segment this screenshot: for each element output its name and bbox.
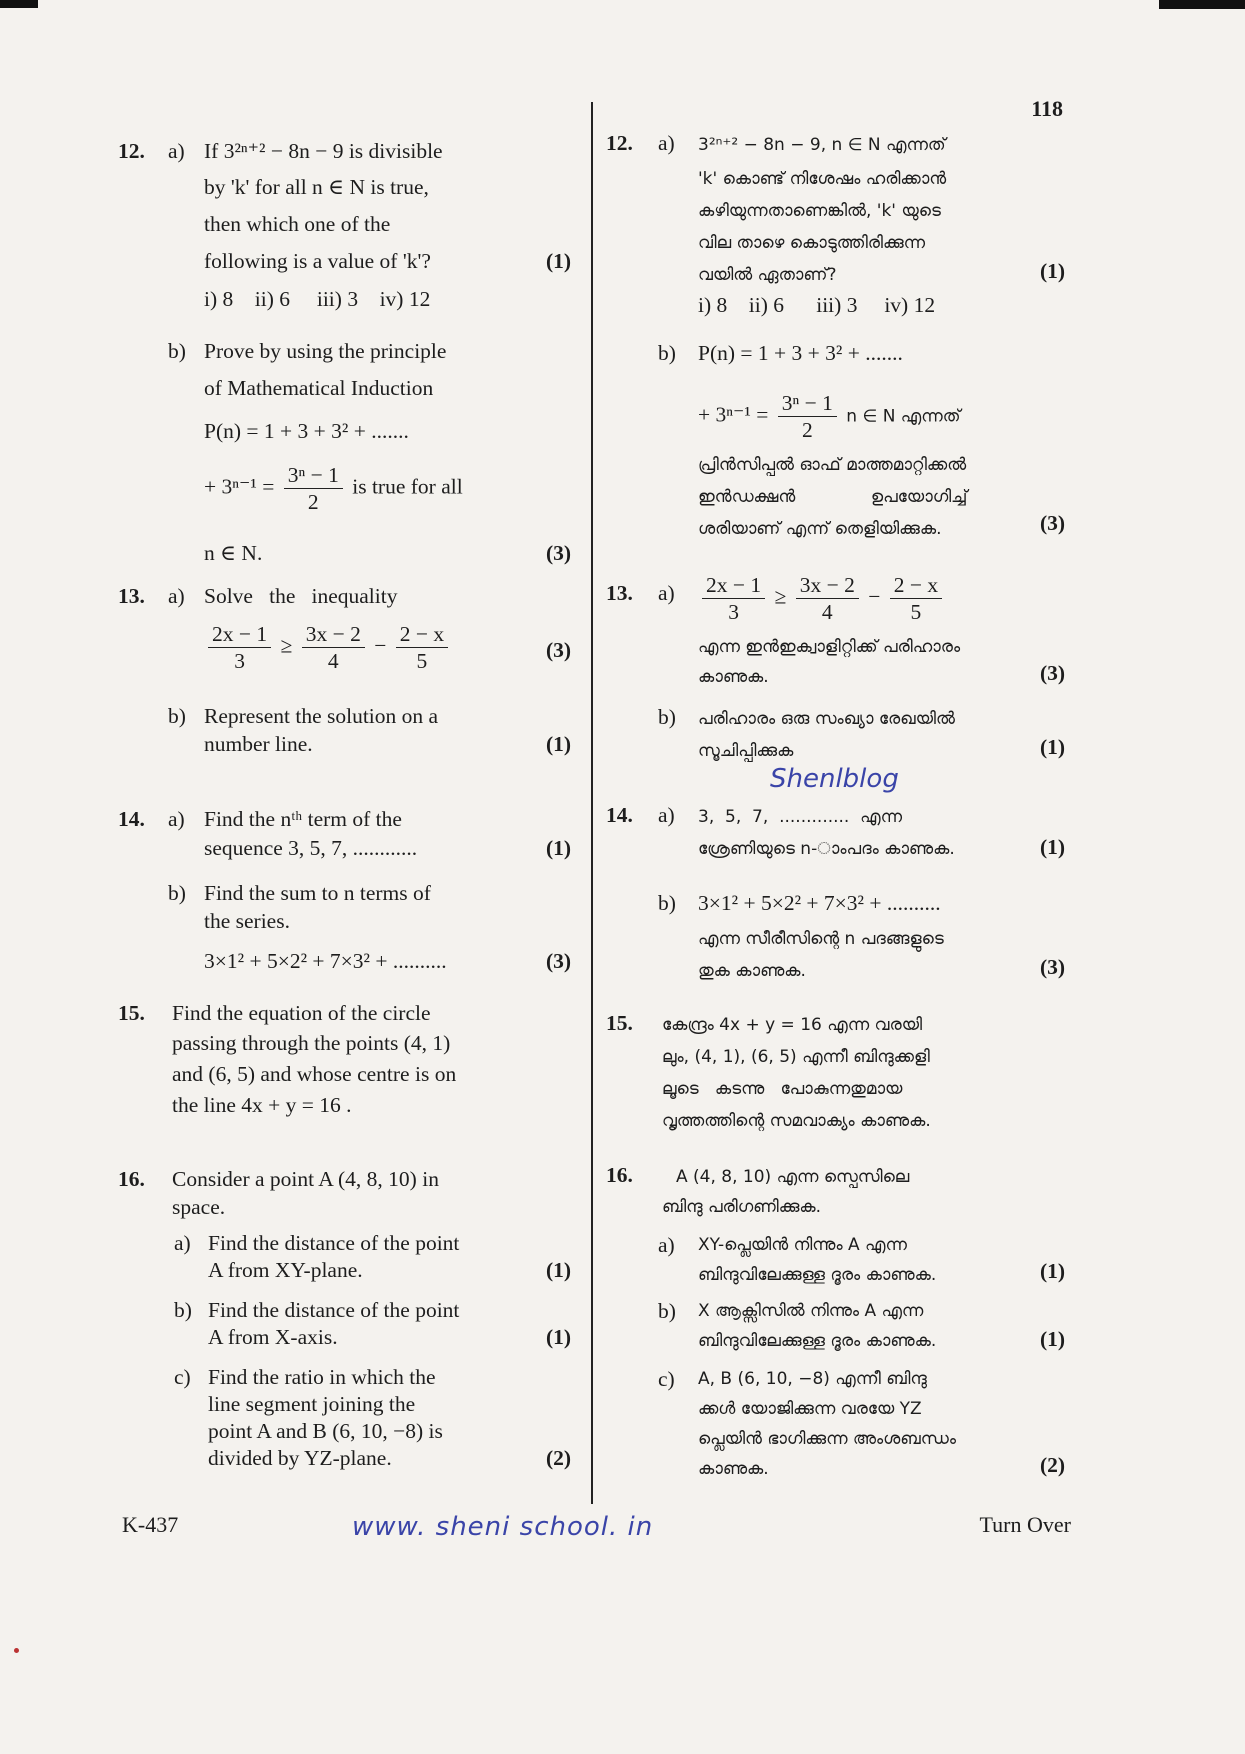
text-line: തുക കാണുക.	[698, 961, 806, 981]
numerator: 2x − 1	[702, 572, 765, 599]
part-label: a)	[658, 803, 675, 827]
part-label: b)	[168, 704, 186, 728]
text-line: A, B (6, 10, −8) എന്നീ ബിന്ദു	[698, 1369, 927, 1389]
numerator: 2 − x	[890, 572, 942, 599]
question-number: 13.	[606, 581, 633, 605]
text-line: ക്കൾ യോജിക്കുന്ന വരയേ YZ	[698, 1399, 922, 1419]
part-label: b)	[168, 339, 186, 363]
question-number: 13.	[118, 584, 145, 608]
text-line: Find the ratio in which the	[208, 1365, 436, 1389]
denominator: 3	[728, 600, 739, 624]
fraction	[890, 572, 942, 625]
text-line: A from XY-plane.	[208, 1258, 363, 1282]
numerator: 3ⁿ − 1	[778, 390, 837, 417]
formula-text: n ∈ N എന്നത്	[846, 406, 961, 427]
formula-text: is true for all	[352, 474, 463, 499]
part-label: a)	[168, 139, 185, 163]
text-line: ശരിയാണ് എന്ന് തെളിയിക്കുക.	[698, 519, 942, 539]
fraction	[778, 390, 837, 443]
turn-over-label: Turn Over	[979, 1512, 1071, 1537]
formula-text: + 3ⁿ⁻¹ =	[698, 402, 769, 427]
scan-edge-left	[0, 0, 38, 8]
marks: (2)	[546, 1446, 572, 1470]
text-line: and (6, 5) and whose centre is on	[172, 1062, 457, 1086]
text-line: Find the sum to n terms of	[204, 881, 431, 905]
text-line: വൃത്തത്തിന്റെ സമവാക്യം കാണുക.	[662, 1111, 931, 1131]
text-line: then which one of the	[204, 212, 391, 236]
text-line: Solve the inequality	[204, 584, 398, 608]
marks: (1)	[546, 836, 572, 860]
inequality	[204, 621, 452, 674]
text-line: n ∈ N.	[204, 541, 263, 565]
handwritten-url-note: www. sheni school. in	[352, 1512, 654, 1542]
text-line: സൂചിപ്പിക്കുക	[698, 741, 794, 761]
text-line: ബിന്ദുവിലേക്കുള്ള ദൂരം കാണുക.	[698, 1331, 937, 1351]
formula-line: 3×1² + 5×2² + 7×3² + ..........	[698, 891, 941, 915]
text-line: Consider a point A (4, 8, 10) in	[172, 1167, 439, 1191]
text-line: കേന്ദ്രം 4x + y = 16 എന്ന വരയി	[662, 1015, 923, 1035]
handwritten-blog-note: Shenlblog	[770, 764, 899, 794]
denominator: 3	[234, 649, 245, 673]
numerator: 3x − 2	[302, 621, 365, 648]
part-label: b)	[658, 1299, 676, 1323]
marks: (3)	[1040, 955, 1066, 979]
denominator: 2	[801, 418, 813, 442]
text-line: പ്ലെയിൻ ഭാഗിക്കുന്ന അംശബന്ധം	[698, 1429, 956, 1449]
text-line: point A and B (6, 10, −8) is	[208, 1419, 443, 1443]
denominator: 4	[327, 649, 339, 673]
question-number: 15.	[606, 1011, 633, 1035]
text-line: ലും, (4, 1), (6, 5) എന്നീ ബിന്ദുക്കളി	[662, 1047, 930, 1067]
text-line: by 'k' for all n ∈ N is true,	[204, 175, 429, 199]
text-line: ബിന്ദു പരിഗണിക്കുക.	[662, 1197, 822, 1217]
fraction	[284, 462, 343, 515]
text-line: പരിഹാരം ഒരു സംഖ്യാ രേഖയിൽ	[698, 709, 955, 729]
marks: (3)	[546, 638, 572, 662]
text-line: X ആക്സിസിൽ നിന്നും A എന്ന	[698, 1301, 924, 1321]
text-line: പ്രിൻസിപ്പൽ ഓഫ് മാത്തമാറ്റിക്കൽ	[698, 455, 967, 475]
marks: (1)	[1040, 735, 1066, 759]
denominator: 2	[307, 490, 319, 514]
numerator: 2 − x	[396, 621, 448, 648]
text-line: A from X-axis.	[208, 1325, 338, 1349]
text-line: Prove by using the principle	[204, 339, 447, 363]
part-label: b)	[174, 1298, 192, 1322]
text-line: sequence 3, 5, 7, ............	[204, 836, 418, 860]
paper-code: K-437	[122, 1512, 179, 1537]
denominator: 5	[416, 649, 428, 673]
text-line: following is a value of 'k'?	[204, 249, 431, 273]
text-line: Find the distance of the point	[208, 1298, 460, 1322]
fraction	[208, 621, 271, 674]
part-label: b)	[168, 881, 186, 905]
marks: (1)	[546, 1258, 572, 1282]
options-line: i) 8 ii) 6 iii) 3 iv) 12	[698, 293, 936, 317]
formula-text: + 3ⁿ⁻¹ =	[204, 474, 275, 499]
part-label: b)	[658, 341, 676, 365]
formula-line	[698, 390, 960, 443]
formula-line: P(n) = 1 + 3 + 3² + .......	[698, 341, 903, 365]
text-line: the series.	[204, 909, 290, 933]
marks: (1)	[1040, 259, 1066, 283]
part-label: a)	[658, 581, 675, 605]
question-number: 15.	[118, 1001, 145, 1025]
denominator: 5	[910, 600, 922, 624]
marks: (1)	[1040, 1327, 1066, 1351]
operator: −	[374, 633, 387, 658]
text-line: കാണുക.	[698, 667, 769, 687]
fraction	[796, 572, 859, 625]
relation: ≥	[280, 633, 293, 658]
marks: (1)	[1040, 1259, 1066, 1283]
page-number: 118	[1031, 96, 1063, 121]
scan-speck	[14, 1648, 19, 1653]
text-line: 3×1² + 5×2² + 7×3² + ..........	[204, 949, 447, 973]
denominator: 4	[821, 600, 833, 624]
text-line: If 3²ⁿ⁺² − 8n − 9 is divisible	[204, 139, 443, 163]
marks: (1)	[546, 1325, 572, 1349]
numerator: 3x − 2	[796, 572, 859, 599]
operator: −	[868, 584, 881, 609]
part-label: c)	[658, 1367, 675, 1391]
question-number: 12.	[118, 139, 145, 163]
text-line: number line.	[204, 732, 313, 756]
marks: (3)	[1040, 511, 1066, 535]
options-line: i) 8 ii) 6 iii) 3 iv) 12	[204, 287, 431, 311]
text-line: 'k' കൊണ്ട് നിശേഷം ഹരിക്കാൻ	[698, 169, 947, 189]
text-line: കാണുക.	[698, 1459, 769, 1479]
scan-edge-right	[1159, 0, 1245, 9]
text-line: ബിന്ദുവിലേക്കുള്ള ദൂരം കാണുക.	[698, 1265, 937, 1285]
part-label: b)	[658, 891, 676, 915]
marks: (3)	[546, 949, 572, 973]
text-line: 3, 5, 7, ............. എന്ന	[698, 807, 903, 827]
text-line: line segment joining the	[208, 1392, 416, 1416]
text-line: space.	[172, 1195, 226, 1219]
part-label: a)	[168, 807, 185, 831]
text-line: P(n) = 1 + 3 + 3² + .......	[204, 419, 409, 443]
question-number: 16.	[606, 1163, 633, 1187]
text-line: 3²ⁿ⁺² − 8n − 9, n ∈ N എന്നത്	[698, 135, 946, 155]
fraction	[302, 621, 365, 674]
part-label: a)	[658, 131, 675, 155]
part-label: c)	[174, 1365, 191, 1389]
text-line: Find the equation of the circle	[172, 1001, 431, 1025]
numerator: 2x − 1	[208, 621, 271, 648]
relation: ≥	[774, 584, 787, 609]
text-line: Find the nᵗʰ term of the	[204, 807, 402, 831]
text-line: ശ്രേണിയുടെ n-ാംപദം കാണുക.	[698, 839, 955, 859]
text-line: ലൂടെ കടന്നു പോകുന്നതുമായ	[662, 1079, 903, 1099]
question-number: 14.	[118, 807, 145, 831]
part-label: a)	[168, 584, 185, 608]
column-divider	[591, 102, 593, 1504]
formula-line	[204, 462, 463, 515]
marks: (3)	[1040, 661, 1066, 685]
part-label: b)	[658, 705, 676, 729]
text-line: Find the distance of the point	[208, 1231, 460, 1255]
text-line: of Mathematical Induction	[204, 376, 434, 400]
text-line: Represent the solution on a	[204, 704, 439, 728]
text-line: വില താഴെ കൊടുത്തിരിക്കുന്ന	[698, 233, 926, 253]
question-number: 14.	[606, 803, 633, 827]
part-label: a)	[174, 1231, 191, 1255]
fraction	[396, 621, 448, 674]
marks: (1)	[1040, 835, 1066, 859]
text-line: passing through the points (4, 1)	[172, 1031, 451, 1055]
marks: (3)	[546, 541, 572, 565]
marks: (1)	[546, 249, 572, 273]
part-label: a)	[658, 1233, 675, 1257]
text-line: എന്ന ഇൻഇക്വാളിറ്റിക്ക് പരിഹാരം	[698, 637, 961, 657]
text-line: ഇൻഡക്ഷൻ ഉപയോഗിച്ച്	[698, 487, 968, 507]
text-line: കഴിയുന്നതാണെങ്കിൽ, 'k' യുടെ	[698, 201, 941, 221]
fraction	[702, 572, 765, 625]
text-line: വയിൽ ഏതാണ്?	[698, 265, 837, 285]
text-line: എന്ന സീരീസിന്റെ n പദങ്ങളുടെ	[698, 929, 944, 949]
marks: (2)	[1040, 1453, 1066, 1477]
text-line: divided by YZ-plane.	[208, 1446, 392, 1470]
marks: (1)	[546, 732, 572, 756]
text-line: the line 4x + y = 16 .	[172, 1093, 352, 1117]
inequality	[698, 572, 946, 625]
numerator: 3ⁿ − 1	[284, 462, 343, 489]
text-line: XY-പ്ലെയിൻ നിന്നും A എന്ന	[698, 1235, 907, 1255]
question-number: 12.	[606, 131, 633, 155]
question-number: 16.	[118, 1167, 145, 1191]
text-line: A (4, 8, 10) എന്ന സ്പെസിലെ	[676, 1167, 910, 1187]
